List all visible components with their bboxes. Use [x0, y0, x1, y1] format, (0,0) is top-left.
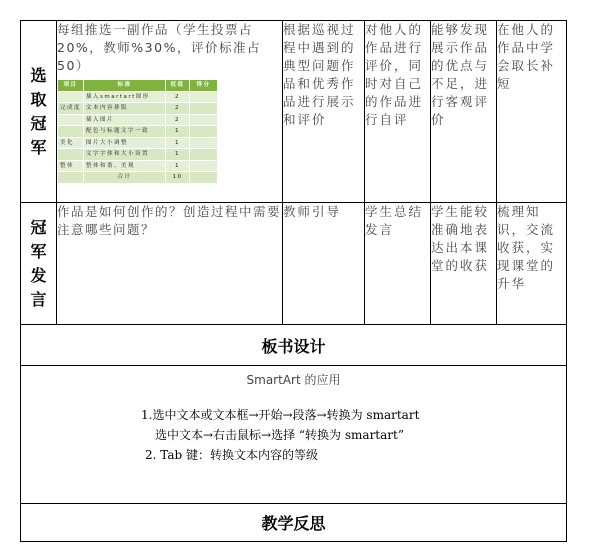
- row-head-select-champion: 选 取 冠 军: [21, 21, 57, 203]
- board-line-2: 选中文本→右击鼠标→选择 “转换为 smartart”: [155, 428, 404, 442]
- teacher-activity-cell: 根据巡视过程中遇到的典型问题作品和优秀作品进行展示和评价: [283, 21, 365, 203]
- board-design-heading-row: [21, 325, 567, 366]
- rubric-header-row: 项目 标准 权值 得分: [58, 80, 218, 92]
- intent-cell: 在他人的作品中学会取长补短: [497, 21, 567, 203]
- reflection-heading-row: [21, 504, 567, 542]
- activity-cell: [57, 21, 283, 203]
- activity-cell: 作品是如何创作的？创造过程中需要注意哪些问题？: [57, 203, 283, 325]
- rubric-row: 完成度 文本内容排版 2: [58, 103, 218, 115]
- rubric-row: 插入smartart图形 2: [58, 91, 218, 103]
- row-champion-speech: [21, 203, 567, 325]
- reflection-heading: 教学反思: [21, 504, 567, 542]
- teacher-activity-cell: 教师引导: [283, 203, 365, 325]
- goal-cell: 学生能较准确地表达出本课堂的收获: [431, 203, 497, 325]
- student-activity-cell: 学生总结发言: [365, 203, 431, 325]
- rubric-row: 整体 整体和谐、美观 1: [58, 160, 218, 172]
- board-design-heading: 板书设计: [21, 325, 567, 366]
- intent-cell: 梳理知识，交流收获，实现课堂的升华: [497, 203, 567, 325]
- activity-text: 每组推选一副作品（学生投票占 20%，教师%30%，评价标准占 50）: [57, 22, 261, 73]
- board-line-1: 1.选中文本或文本框→开始→段落→转换为 smartart: [141, 408, 420, 422]
- rubric-total-row: 合计 10: [58, 172, 218, 184]
- board-title: SmartArt 的应用: [246, 373, 341, 387]
- lesson-plan-table: [20, 20, 567, 542]
- board-design-content: [21, 366, 567, 504]
- goal-cell: 能够发现展示作品的优点与不足，进行客观评价: [431, 21, 497, 203]
- board-line-3: 2. Tab 键：转换文本内容的等级: [145, 448, 318, 462]
- row-head-champion-speech: 冠 军 发 言: [21, 203, 57, 325]
- row-select-champion: [21, 21, 567, 203]
- rubric-table: [57, 79, 218, 184]
- board-design-content-row: [21, 366, 567, 504]
- student-activity-cell: 对他人的作品进行评价，同时对自己的作品进行自评: [365, 21, 431, 203]
- rubric-row: 插入图片 2: [58, 114, 218, 126]
- rubric-row: 配色与标题文字一致 1: [58, 126, 218, 138]
- rubric-row: 文字字体和大小设置 1: [58, 149, 218, 161]
- rubric-row: 美化 图片大小调整 1: [58, 137, 218, 149]
